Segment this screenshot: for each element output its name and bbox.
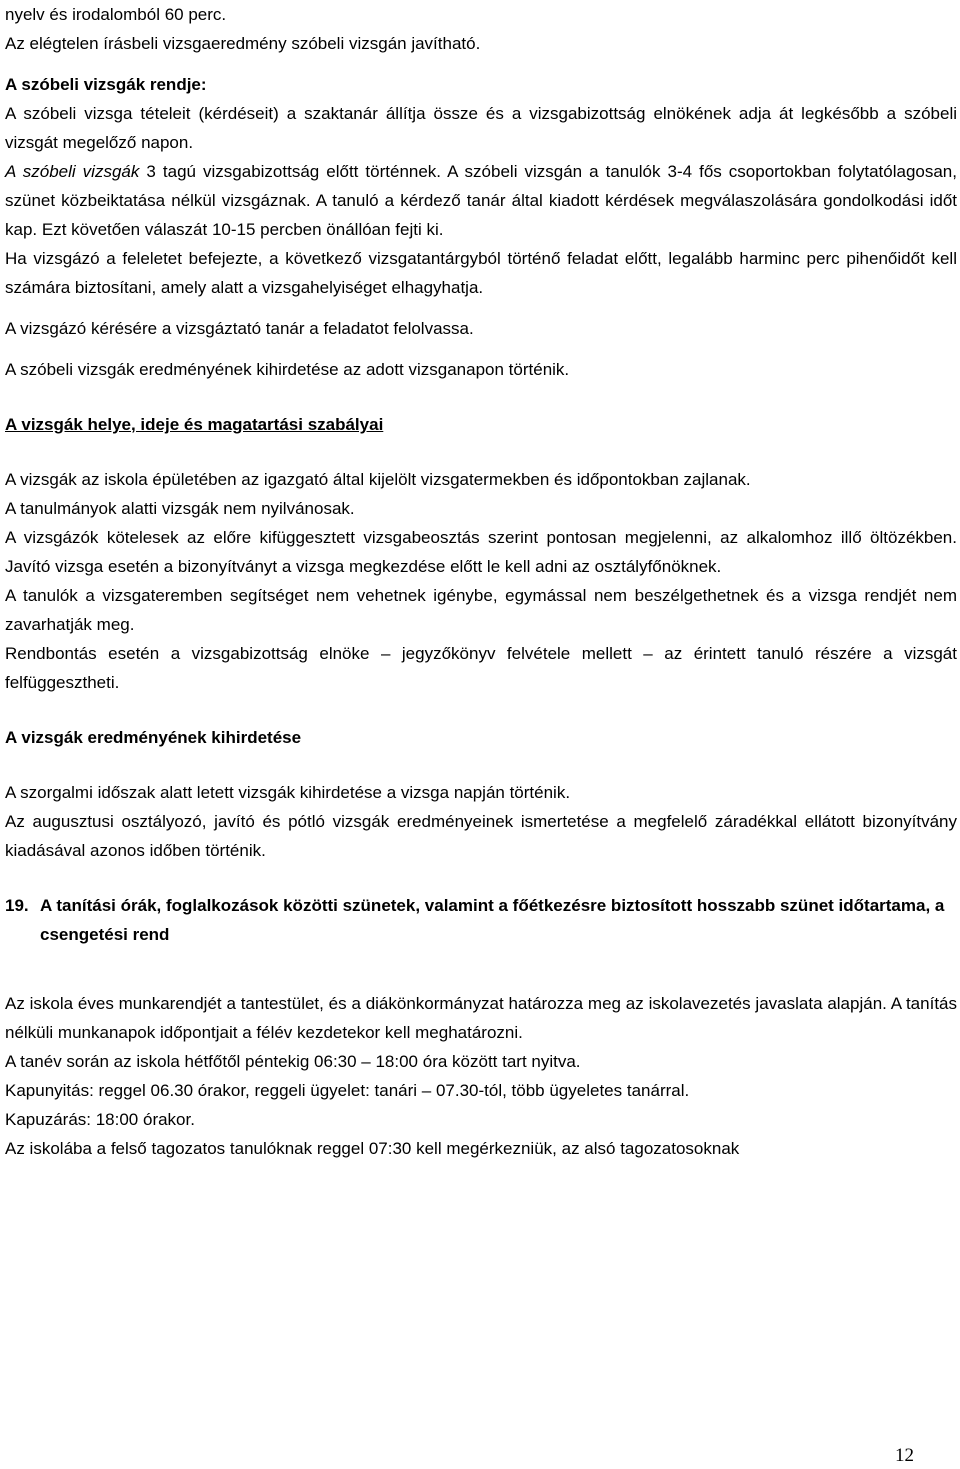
paragraph: A tanulmányok alatti vizsgák nem nyilvánosak. — [5, 499, 355, 518]
section-heading: A vizsgák eredményének kihirdetése — [5, 728, 302, 747]
paragraph: Az augusztusi osztályozó, javító és pótló vizsgák eredményeinek ismertetése a megfelelő záradékkal ellátott bizonyítvány kiadásával azonos időben történik. — [5, 812, 957, 860]
paragraph: Az iskolába a felső tagozatos tanulóknak reggel 07:30 kell megérkezniük, az alsó tagozatosoknak — [5, 1139, 740, 1158]
paragraph: A vizsgázó kérésére a vizsgáztató tanár a feladatot felolvassa. — [5, 319, 474, 338]
paragraph: A vizsgázók kötelesek az előre kifüggesztett vizsgabeosztás szerint pontosan megjelenni, az alkalomhoz illő öltözékben. Javító vizsga esetén a bizonyítványt a vizsga megkezdése előtt le kell adni az osztályfőnöknek. — [5, 528, 957, 576]
paragraph: A szóbeli vizsga tételeit (kérdéseit) a szaktanár állítja össze és a vizsgabizottság elnökének adja át legkésőbb a szóbeli vizsgát megelőző napon. — [5, 104, 957, 152]
paragraph: A tanév során az iskola hétfőtől péntekig 06:30 – 18:00 óra között tart nyitva. — [5, 1052, 581, 1071]
paragraph: Kapuzárás: 18:00 órakor. — [5, 1110, 195, 1129]
section-heading: A vizsgák helye, ideje és magatartási szabályai — [5, 415, 384, 434]
document-page — [5, 0, 957, 1163]
oral-exam-heading: A szóbeli vizsgák rendje: — [5, 75, 207, 94]
paragraph: Az iskola éves munkarendjét a tantestület, és a diákönkormányzat határozza meg az iskolavezetés javaslata alapján. A tanítás nélküli munkanapok időpontjait a félév kezdetekor kell meghatározni. — [5, 994, 957, 1042]
paragraph: Rendbontás esetén a vizsgabizottság elnöke – jegyzőkönyv felvétele mellett – az érintett tanuló részére a vizsgát felfüggesztheti. — [5, 644, 957, 692]
text-line: nyelv és irodalomból 60 perc. — [5, 5, 227, 24]
paragraph: A tanulók a vizsgateremben segítséget nem vehetnek igénybe, egymással nem beszélgethetnek és a vizsga rendjét nem zavarhatják meg. — [5, 586, 957, 634]
paragraph: Kapunyitás: reggel 06.30 órakor, reggeli ügyelet: tanári – 07.30-tól, több ügyeletes tanárral. — [5, 1081, 690, 1100]
section-number: 19. — [5, 896, 29, 915]
section-title: A tanítási órák, foglalkozások közötti szünetek, valamint a főétkezésre biztosított hosszabb szünet időtartama, a csengetési rend — [40, 896, 945, 944]
paragraph: A szorgalmi időszak alatt letett vizsgák kihirdetése a vizsga napján történik. — [5, 783, 571, 802]
paragraph: A szóbeli vizsgák eredményének kihirdetése az adott vizsganapon történik. — [5, 360, 570, 379]
paragraph: Ha vizsgázó a feleletet befejezte, a következő vizsgatantárgyból történő feladat előtt, legalább harminc perc pihenőidőt kell számára biztosítani, amely alatt a vizsgahelyiséget elhagyhatja. — [5, 249, 957, 297]
paragraph: A vizsgák az iskola épületében az igazgató által kijelölt vizsgatermekben és időpontokban zajlanak. — [5, 470, 751, 489]
numbered-section-heading — [5, 891, 957, 949]
paragraph — [5, 157, 957, 244]
page-number: 12 — [895, 1445, 914, 1466]
paragraph-text: 3 tagú vizsgabizottság előtt történnek. A szóbeli vizsgán a tanulók 3-4 fős csoportokban folytatólagosan, szünet közbeiktatása nélkül vizsgáznak. A tanuló a kérdező tanár által kiadott kérdések megválaszolására gondolkodási időt kap. Ezt követően válaszát 10-15 percben önállóan fejti ki. — [5, 162, 957, 239]
italic-text: A szóbeli vizsgák — [5, 162, 140, 181]
text-line: Az elégtelen írásbeli vizsgaeredmény szóbeli vizsgán javítható. — [5, 34, 481, 53]
